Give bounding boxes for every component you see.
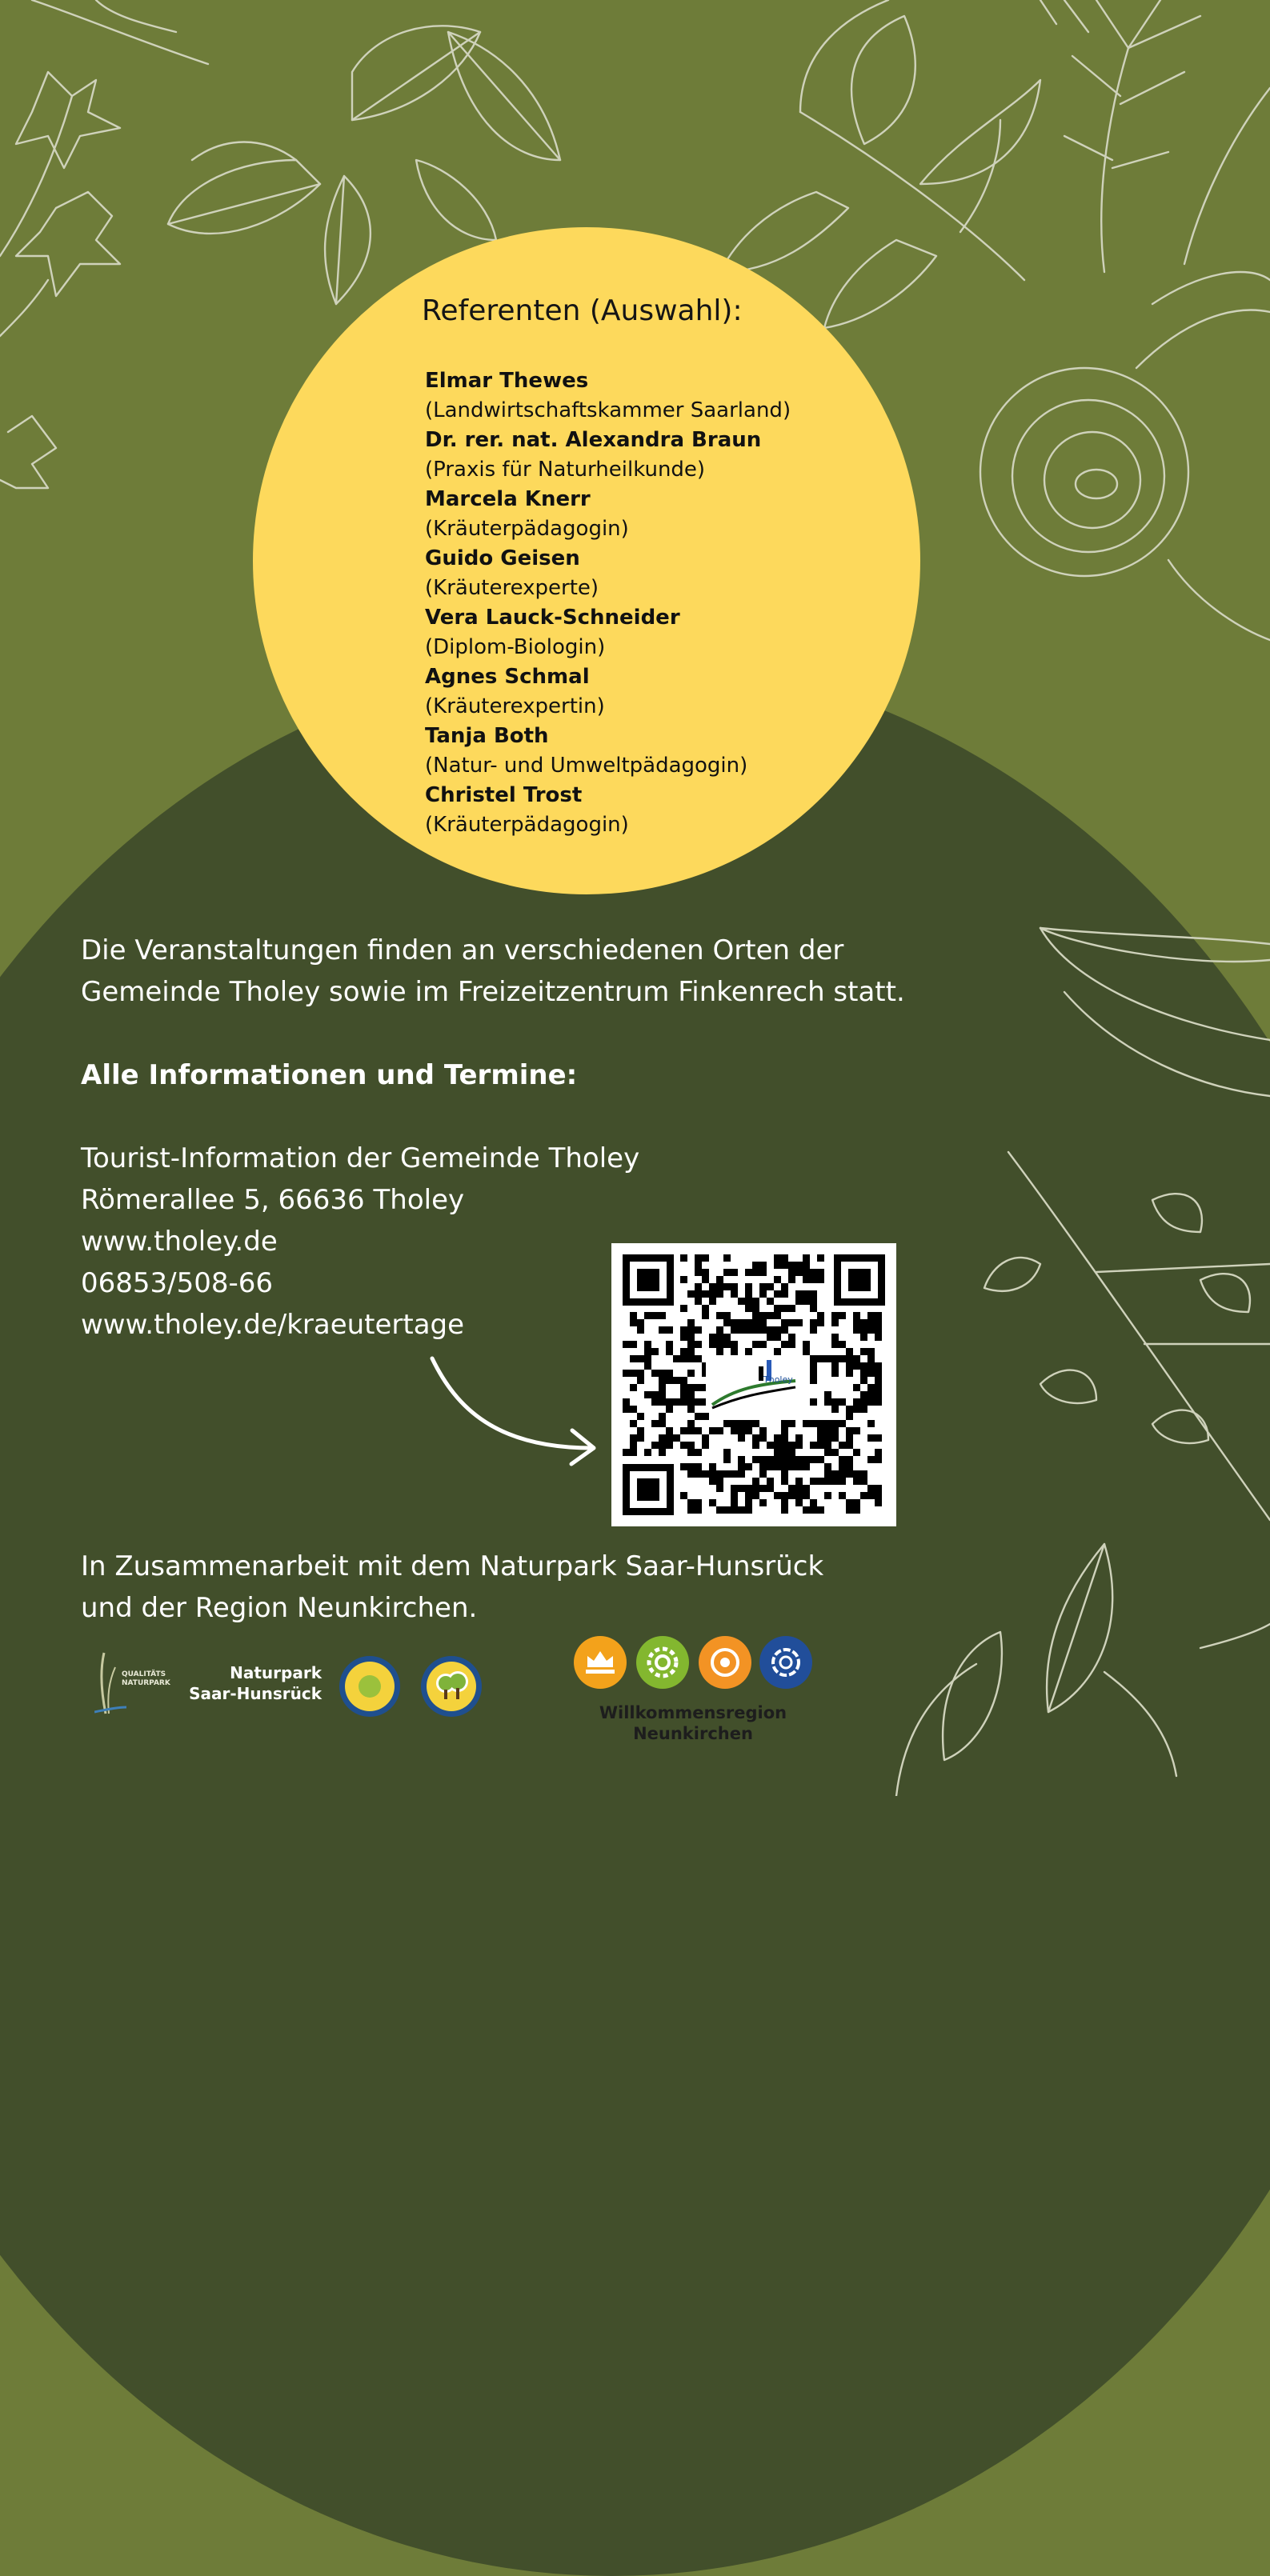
parsley-icon xyxy=(0,72,120,488)
referents-heading: Referenten (Auswahl): xyxy=(422,294,743,327)
qr-logo-text: Tholey xyxy=(763,1374,793,1385)
referent-role: (Kräuterexpertin) xyxy=(425,694,605,718)
qualitaets-line: NATURPARK xyxy=(122,1679,170,1687)
spacer xyxy=(81,1096,639,1138)
referent-name: Christel Trost xyxy=(425,783,583,807)
info-block xyxy=(81,1054,639,1346)
referent-name: Agnes Schmal xyxy=(425,665,590,689)
info-address: Römerallee 5, 66636 Tholey xyxy=(81,1184,465,1216)
referents-list xyxy=(425,366,791,840)
tree-badge-icon xyxy=(419,1654,483,1718)
referent-name: Dr. rer. nat. Alexandra Braun xyxy=(425,428,762,452)
referent-name: Guido Geisen xyxy=(425,546,580,570)
referent-item xyxy=(425,662,791,722)
qr-code[interactable] xyxy=(611,1243,896,1526)
region-icons xyxy=(573,1635,813,1690)
crown-icon xyxy=(574,1636,627,1689)
herb-stem-top-left-icon xyxy=(32,0,208,64)
qualitaets-naturpark-label xyxy=(122,1670,170,1688)
dill-icon xyxy=(1040,0,1270,272)
referent-role: (Kräuterpädagogin) xyxy=(425,517,629,541)
cilantro-icon xyxy=(984,1152,1270,1520)
region-line: Neunkirchen xyxy=(633,1724,753,1743)
referent-role: (Natur- und Umweltpädagogin) xyxy=(425,754,748,778)
referent-item xyxy=(425,781,791,840)
referent-item xyxy=(425,722,791,781)
venue-text xyxy=(81,930,905,1013)
referent-name: Marcela Knerr xyxy=(425,487,591,511)
basil-bottom-icon xyxy=(896,1544,1270,1796)
onion-icon xyxy=(980,272,1270,640)
referent-role: (Landwirtschaftskammer Saarland) xyxy=(425,398,791,422)
curved-arrow-icon xyxy=(416,1352,608,1472)
willkommensregion-label xyxy=(573,1702,813,1744)
referent-role: (Praxis für Naturheilkunde) xyxy=(425,458,706,482)
naturpark-saar-hunsrueck-logo xyxy=(184,1662,322,1704)
region-line: Willkommensregion xyxy=(599,1703,787,1722)
referent-item xyxy=(425,544,791,603)
qr-code-pattern xyxy=(623,1254,885,1515)
info-phone: 06853/508-66 xyxy=(81,1267,274,1299)
gear-icon xyxy=(636,1636,689,1689)
referent-item xyxy=(425,366,791,426)
event-link[interactable]: www.tholey.de/kraeutertage xyxy=(81,1309,465,1341)
naturpark-badge-icon xyxy=(338,1654,402,1718)
partner-line: In Zusammenarbeit mit dem Naturpark Saar-Hunsrück xyxy=(81,1550,824,1582)
partner-line: und der Region Neunkirchen. xyxy=(81,1592,478,1624)
naturpark-line: Saar-Hunsrück xyxy=(189,1684,322,1703)
referent-item xyxy=(425,485,791,544)
flower-icon xyxy=(759,1636,812,1689)
partner-text xyxy=(81,1546,823,1629)
referent-name: Tanja Both xyxy=(425,724,549,748)
info-office: Tourist-Information der Gemeinde Tholey xyxy=(81,1142,640,1174)
qualitaets-line: QUALITÄTS xyxy=(122,1670,166,1678)
referent-item xyxy=(425,603,791,662)
venue-line: Die Veranstaltungen finden an verschiedenen Orten der xyxy=(81,934,844,966)
leek-icon xyxy=(1040,928,1270,1096)
bay-leaf-icon xyxy=(720,0,1040,328)
referent-role: (Kräuterexperte) xyxy=(425,576,599,600)
referent-item xyxy=(425,426,791,485)
rose-icon xyxy=(699,1636,751,1689)
venue-line: Gemeinde Tholey sowie im Freizeitzentrum Finkenrech statt. xyxy=(81,976,905,1008)
referent-role: (Diplom-Biologin) xyxy=(425,635,606,659)
referent-name: Vera Lauck-Schneider xyxy=(425,606,680,630)
website-link[interactable]: www.tholey.de xyxy=(81,1226,278,1258)
referent-name: Elmar Thewes xyxy=(425,369,589,393)
info-heading: Alle Informationen und Termine: xyxy=(81,1059,578,1091)
referent-role: (Kräuterpädagogin) xyxy=(425,813,629,837)
naturpark-line: Naturpark xyxy=(230,1663,322,1682)
